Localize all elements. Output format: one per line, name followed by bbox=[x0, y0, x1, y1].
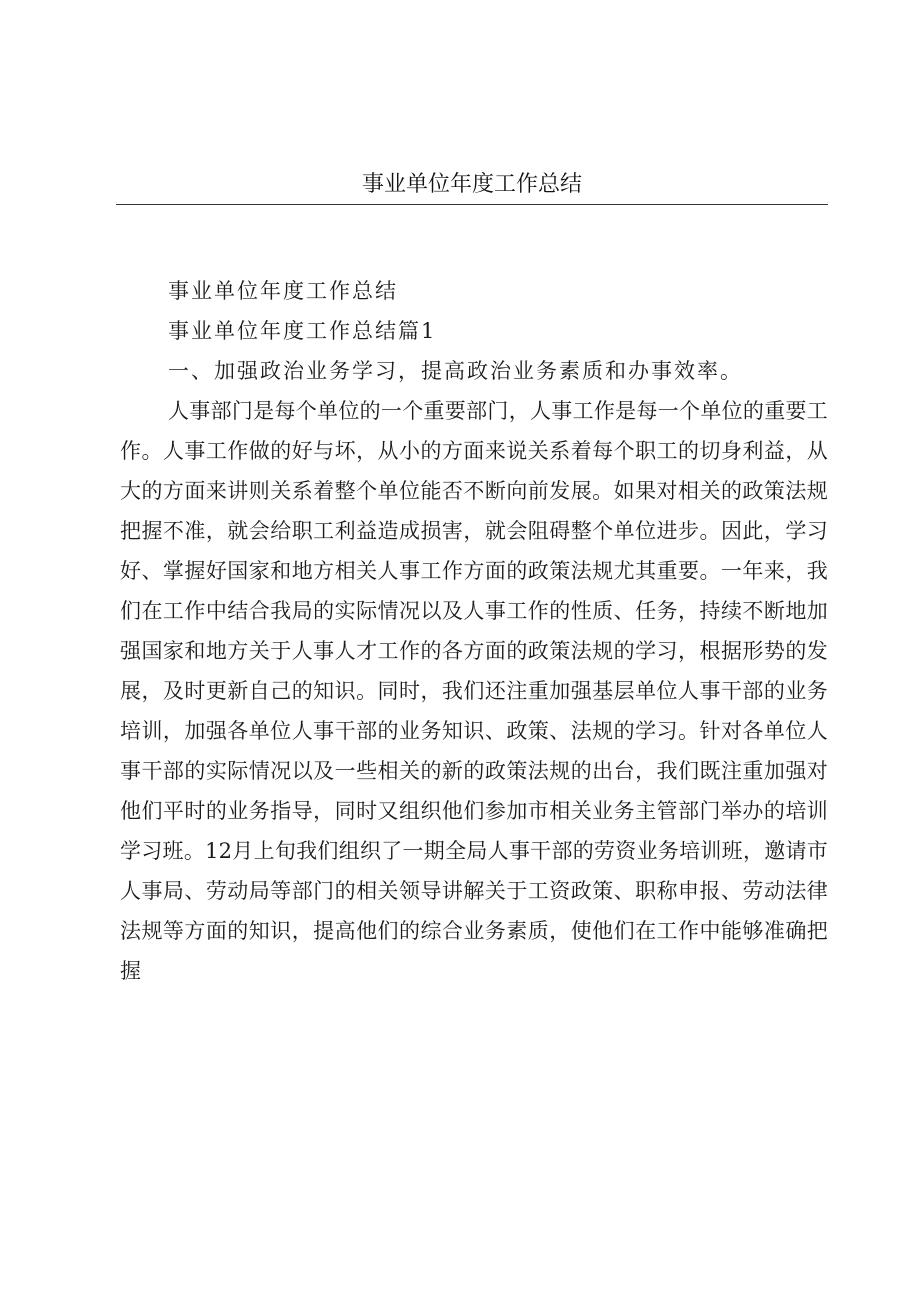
document-body bbox=[120, 271, 828, 991]
document-subheading: 事业单位年度工作总结篇1 bbox=[168, 319, 437, 343]
body-paragraph-1: 人事部门是每个单位的一个重要部门，人事工作是每一个单位的重要工作。人事工作做的好与坏，从小的方面来说关系着每个职工的切身利益，从大的方面来讲则关系着整个单位能否不断向前发展。如果对相关的政策法规把握不准，就会给职工利益造成损害，就会阻碍整个单位进步。因此，学习好、掌握好国家和地方相关人事工作方面的政策法规尤其重要。一年来，我们在工作中结合我局的实际情况以及人事工作的性质、任务，持续不断地加强国家和地方关于人事人才工作的各方面的政策法规的学习，根据形势的发展，及时更新自己的知识。同时，我们还注重加强基层单位人事干部的业务培训，加强各单位人事干部的业务知识、政策、法规的学习。针对各单位人事干部的实际情况以及一些相关的新的政策法规的出台，我们既注重加强对他们平时的业务指导，同时又组织他们参加市相关业务主管部门举办的培训学习班。12月上旬我们组织了一期全局人事干部的劳资业务培训班，邀请市人事局、劳动局等部门的相关领导讲解关于工资政策、职称申报、劳动法律法规等方面的知识，提高他们的综合业务素质，使他们在工作中能够准确把握 bbox=[120, 399, 828, 983]
document-heading: 事业单位年度工作总结 bbox=[168, 279, 398, 303]
page-header bbox=[116, 168, 828, 205]
page-header-title: 事业单位年度工作总结 bbox=[361, 172, 582, 197]
section-heading-1: 一、加强政治业务学习，提高政治业务素质和办事效率。 bbox=[168, 359, 743, 383]
